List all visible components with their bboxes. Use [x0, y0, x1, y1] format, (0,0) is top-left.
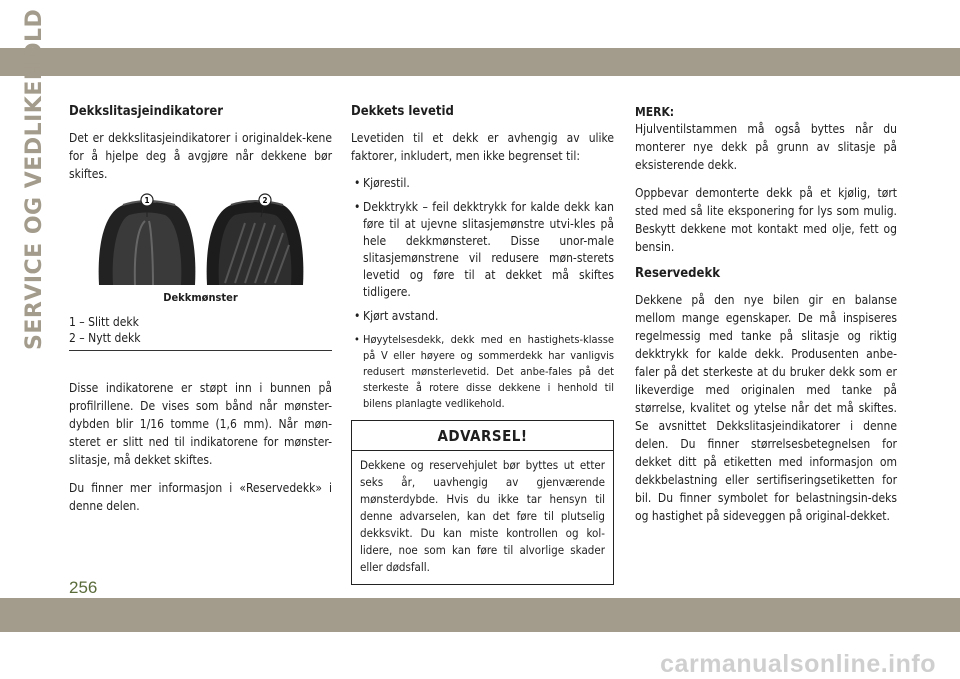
spare-tire-paragraph: Dekkene på den nye bilen gir en balanse mellom mange egenskaper. De må inspiseres regelmessig med tanke på slitasje og riktig dekktrykk for kalde dekk. Produsenten anbe-faler på det sterkeste at du bruker dekk som er likeverdige med originalen med tanke på størrelse, kvalitet og ytelse når det må skiftes. Se avsnittet Dekkslitasjeindikatorer i denne delen. Du finner størrelsesbetegnelsen for dekket ditt på etiketten med informasjon om dekkbelastning eller sertifiseringsetiketten for bil. Du finner symbolet for belastningsin-deks og hastighet på sideveggen på original-dekket.	[635, 293, 897, 523]
note-text: Hjulventilstammen må også byttes når du monterer nye dekk på grunn av slitasje på eksisterende dekk.	[635, 122, 897, 172]
indicator-paragraph: Disse indikatorene er støpt inn i bunnen på profilrillene. De vises som bånd når mønster-dybden blir 1/16 tomme (1,6 mm). Når møn-steret er slitt ned til indikatorene for mønster-slitasje, må dekket skiftes.	[69, 381, 332, 467]
watermark: carmanualsonline.info	[660, 650, 936, 678]
callout-1: 1	[144, 196, 150, 205]
note-heading: MERK:	[635, 105, 675, 119]
list-item: • Høyytelsesdekk, dekk med en hastighets-klasse på V eller høyere og sommerdekk har vanligvis redusert mønsterlevetid. Det anbe-fales på det sterkeste å rotere disse dekkene i henhold til bilens planlagte vedlikehold.	[354, 333, 614, 410]
column-left	[69, 104, 332, 525]
section-side-title: SERVICE OG VEDLIKEHOLD	[22, 8, 47, 350]
legend-item-new: 2 – Nytt dekk	[69, 331, 141, 345]
warning-box	[351, 420, 614, 585]
storage-paragraph: Oppbevar demonterte dekk på et kjølig, tørt sted med så lite eksponering for lys som mulig. Beskytt dekkene mot kontakt med olje, fett og bensin.	[635, 186, 897, 254]
tire-tread-figure	[95, 193, 307, 285]
heading-tire-life: Dekkets levetid	[351, 104, 454, 119]
column-middle	[351, 104, 614, 585]
callout-2: 2	[262, 196, 268, 205]
column-right	[635, 104, 897, 535]
tire-illustration	[95, 193, 307, 285]
more-info-paragraph: Du finner mer informasjon i «Reservedekk» i denne delen.	[69, 481, 332, 513]
heading-spare-tire: Reservedekk	[635, 266, 721, 281]
bottom-band	[0, 598, 960, 632]
page-number: 256	[69, 578, 98, 597]
tire-life-factor-list	[351, 175, 614, 412]
list-item: • Dekktrykk – feil dekktrykk for kalde dekk kan føre til at ujevne slitasjemønstre utvi-kles på hele dekkmønsteret. Disse unor-male slitasjemønstrene vil redusere møn-sterets levetid og føre til at dekket må skiftes tidligere.	[354, 200, 614, 299]
intro-paragraph: Det er dekkslitasjeindikatorer i originaldek-kene for å hjelpe deg å avgjøre når dekkene bør skiftes.	[69, 131, 332, 181]
list-item: • Kjørestil.	[354, 176, 410, 190]
list-item: • Kjørt avstand.	[354, 309, 439, 323]
warning-text: Dekkene og reservehjulet bør byttes ut etter seks år, uavhengig av gjenværende mønsterdybde. Hvis du ikke tar hensyn til denne advarselen, kan det føre til plutselig dekksvikt. Du kan miste kontrollen og kol-lidere, noe som kan føre til alvorlige skader eller dødsfall.	[360, 458, 605, 574]
figure-caption: Dekkmønster	[163, 291, 238, 304]
heading-tread-wear-indicators: Dekkslitasjeindikatorer	[69, 104, 224, 119]
figure-legend	[69, 314, 332, 351]
new-tire-image	[207, 201, 304, 285]
warning-title: ADVARSEL!	[352, 421, 613, 451]
tire-life-intro: Levetiden til et dekk er avhengig av ulike faktorer, inkludert, men ikke begrenset til:	[351, 131, 614, 163]
top-band	[0, 48, 960, 76]
legend-item-worn: 1 – Slitt dekk	[69, 315, 139, 329]
